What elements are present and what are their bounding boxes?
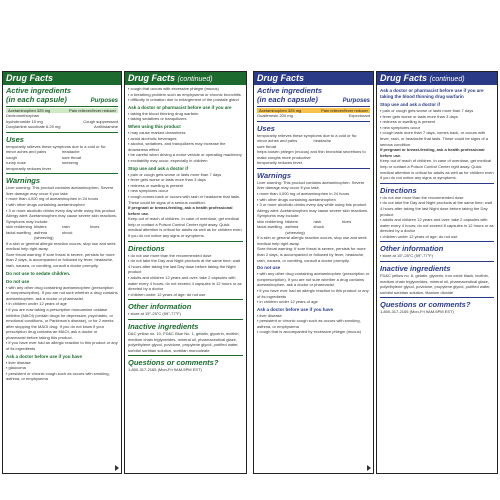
active-ingredients-title: Active ingredients [6,86,72,95]
list-item: ▪ if you have ever had an allergic reaction to this product or any of its ingredients [257,287,369,299]
purposes-label: Purposes [342,98,370,104]
list-item: ▪ may cause marked drowsiness [128,129,186,135]
inactive-ingredients-title: Inactive ingredients [128,322,199,331]
list-item: ▪ liver disease [6,359,31,365]
directions-title: Directions [380,185,417,195]
uses-list: minor aches and pains headache cough sore throat runny nose sneezing [6,149,82,166]
pregnancy-warning: If pregnant or breast-feeding, ask a health professional before use. [128,205,233,216]
sore-throat-warning: Sore throat warning: If sore throat is severe, persists for more than 2 days, is accompanied or followed by fever, headache, rash, nausea, or vomiting, consult a doctor promptly. [6,251,115,268]
inactive-ingredients-text: FD&C yellow no. 6, gelatin, glycerin, iron oxide black, lecithin, medium chain triglycerides, mineral oil, pharmaceutical glaze, polyethylene glycol, povidone, propylene glycol, purified water, sorbitol sorbitan solution, titanium dioxide [380,273,491,295]
when-using-title: When using this product [128,123,181,129]
continue-arrow-icon [367,465,371,471]
inactive-ingredients-title: Inactive ingredients [380,264,451,274]
ask-pharmacist-title: Ask a doctor or pharmacist before use if you are [128,104,232,110]
list-item: ▪ if you are now taking a prescription monoamine oxidase inhibitor (MAOI) (certain drugs for depression, psychiatric, or emotional conditions, or Parkinson's disease), or for 2 weeks after stopping the MAOI drug. If you do not know if your prescription drug contains an MAOI, ask a doctor or pharmacist before taking this product. [6,306,114,340]
list-item: ▪ children under 12 years of age: do not use [380,233,458,239]
list-item: ▪ more than 4,000 mg of acetaminophen in 24 hours [6,196,99,202]
drug-facts-panel-day-1 [2,71,122,474]
ingredient-row: Acetaminophen 325 mg Pain reliever/fever reducer [8,108,116,113]
list-item: ▪ fever gets worse or lasts more than 3 days [128,177,206,183]
uses-title: Uses [257,123,275,133]
ingredient-row: hydrobromide 10 mg Cough suppressant [6,118,118,124]
do-not-use-title: Do not use [6,278,30,284]
other-info-title: Other information [380,244,444,254]
list-item: ▪ be careful when driving a motor vehicle or operating machinery [128,152,242,158]
list-item: ▪ persistent or chronic cough such as occurs with smoking, asthma, or emphysema [257,318,361,329]
pregnancy-warning: If pregnant or breast-feeding, ask a health professional before use. [380,147,485,158]
list-item: ▪ adults and children 12 years and over: take 2 capsules with water every 4 hours; do not exceed 8 capsules in 12 hours or as directed by a doctor [380,217,494,234]
list-item: ▪ do not take the Day and Night products at the same time; wait 4 hours after taking the last Day dose before taking the Night product [128,258,240,275]
list-item: ▪ glaucoma [6,365,26,371]
panel-header: Drug Facts [254,72,373,85]
list-item: ▪ in children under 12 years of age [6,301,67,307]
purposes-label: Purposes [90,98,118,104]
list-item: ▪ liver disease [257,312,282,318]
do-not-use-title: Do not use [257,265,281,271]
list-item: ▪ more than 4,000 mg of acetaminophen in 24 hours [257,190,350,196]
list-item: ▪ store at 15°-25°C (59°-77°F) [128,311,181,317]
uses-tail: temporarily reduces fever [6,165,52,171]
uses-title: Uses [6,134,24,144]
list-item: ▪ children under 12 years of age: do not use [128,291,206,297]
liver-warning: Liver warning: This product contains acetaminophen. Severe liver damage may occur if you take [6,185,114,196]
ask-doctor-title: Ask a doctor before use if you have [257,306,334,312]
list-item: ▪ cough comes back or occurs with rash or headache that lasts. These could be signs of a serious condition. [128,193,241,205]
allergy-tail: If a skin or general allergic reaction occurs, stop use and seek medical help right away. [6,240,116,252]
list-item: ▪ store at 15°-25°C (59°-77°F) [380,253,433,259]
questions-title: Questions or comments? [128,358,219,368]
ingredient-name: Dextromethorphan [6,113,40,118]
allergy-alert: Allergy alert: Acetaminophen may cause severe skin reactions. Symptoms may include: [257,207,369,219]
allergy-tail: If a skin or general allergic reaction occurs, stop use and seek medical help right away. [257,235,367,246]
list-item: ▪ do not use more than the recommended dose [128,252,212,258]
uses-intro: temporarily relieves these symptoms due to a cold or flu: [257,132,358,138]
list-item: ▪ taking sedatives or tranquilizers [128,116,187,122]
ingredient-row: Acetaminophen 325 mg Pain reliever/fever reducer [259,108,368,113]
list-item: ▪ new symptoms occur [380,124,421,130]
uses-tail: temporarily reduces fever [257,160,303,166]
warnings-title: Warnings [6,176,41,186]
active-ingredients-sub: (in each capsule) [6,95,67,104]
drug-facts-panel-night-2 [376,71,498,474]
panel-header: Drug Facts [3,72,121,85]
allergy-alert: Allergy alert: Acetaminophen may cause severe skin reactions. Symptoms may include: [6,213,118,224]
uses-intro: temporarily relieves these symptoms due to a cold or flu: [6,143,107,149]
directions-title: Directions [128,243,165,253]
list-item: ▪ difficulty in urination due to enlargement of the prostate gland [128,97,239,103]
keep-out-reach: Keep out of reach of children. In case of overdose, get medical help or contact a Poison Control Center right away. Quick medical attention is critical for adults as well as for children even if you do not notice any signs or symptoms. [128,216,242,239]
other-info-title: Other information [128,302,192,312]
list-item: ▪ new symptoms occur [128,188,169,194]
list-item: ▪ with any other drug containing acetaminophen (prescription or nonprescription). If you are not sure whether a drug contains acetaminophen, ask a doctor or pharmacist. [6,284,118,301]
drug-facts-panel-night-1 [253,71,374,474]
list-item: ▪ a breathing problem such as emphysema or chronic bronchitis [128,91,241,97]
uses-tail: helps loosen phlegm (mucus) and thin bronchial secretions to make coughs more productive [257,149,366,160]
allergy-list: skin reddening blisters rash hives facial swelling asthma (wheezing) shock [6,224,100,241]
questions-phone: 1-800-317-2165 (Mon-Fri 9AM-5PM EST) [380,309,454,315]
list-item: ▪ do not use more than the recommended dose [380,194,464,200]
uses-list: minor aches and pains headache sore throat [257,138,332,149]
panel-header: Drug Facts (continued) [125,72,246,85]
ask-pharmacist-title: Ask a doctor or pharmacist before use if you are taking the blood thinning drug warfarin [380,88,484,99]
stop-use-title: Stop use and ask a doctor if [128,165,189,171]
list-item: ▪ avoid alcoholic beverages [128,135,177,141]
ingredient-row: Guaifenesin 200 mg Expectorant [257,113,370,118]
list-item: ▪ with other drugs containing acetaminophen [257,196,336,202]
list-item: ▪ redness or swelling is present [128,182,184,188]
sore-throat-warning: Sore throat warning: If sore throat is severe, persists for more than 2 days, is accompanied or followed by fever, headache, rash, nausea, or vomiting, consult a doctor promptly. [257,246,366,263]
liver-warning: Liver warning: This product contains acetaminophen. Severe liver damage may occur if you take [257,179,365,191]
sedate-warning: Do not use to sedate children. [6,270,71,276]
list-item: ▪ 3 or more alcoholic drinks every day while using this product [257,202,367,208]
questions-phone: 1-800-317-2165 (Mon-Fri 9AM-5PM EST) [128,367,202,373]
list-item: ▪ adults and children 12 years and over: take 2 capsules with water every 4 hours; do not exceed 4 capsules in 12 hours or as directed by a doctor [128,275,242,292]
list-item: ▪ alcohol, sedatives, and tranquilizers may increase the drowsiness effect [128,141,226,152]
list-item: ▪ with other drugs containing acetaminophen [6,201,85,207]
list-item: ▪ taking the blood thinning drug warfarin [128,110,199,116]
list-item: ▪ in children under 12 years of age [257,299,318,305]
list-item: ▪ if you have ever had an allergic reaction to this product or any of its ingredients [6,340,118,352]
questions-title: Questions or comments? [380,300,471,310]
list-item: ▪ pain or cough gets worse or lasts more than 7 days [128,171,222,177]
ask-doctor-title: Ask a doctor before use if you have [6,353,83,359]
active-ingredients-title: Active ingredients [257,86,323,95]
warnings-title: Warnings [257,170,292,180]
ingredient-row: Doxylamine succinate 6.25 mg Antihistamine [6,124,118,130]
active-ingredients-sub: (in each capsule) [257,95,318,104]
list-item: ▪ excitability may occur, especially in children [128,157,208,163]
list-item: ▪ cough that is accompanied by excessive phlegm (mucus) [257,329,361,335]
panel-header: Drug Facts (continued) [377,72,497,85]
drug-facts-panel-day-2 [124,71,247,474]
list-item: ▪ cough that occurs with excessive phlegm (mucus) [128,86,219,91]
list-item: ▪ pain or cough gets worse or lasts more than 7 days [380,108,474,113]
list-item: ▪ fever gets worse or lasts more than 3 days [380,113,458,119]
list-item: ▪ 3 or more alcoholic drinks every day while using this product [6,207,116,213]
list-item: ▪ persistent or chronic cough such as occurs with smoking, asthma, or emphysema [6,370,110,382]
list-item: ▪ with any other drug containing acetaminophen (prescription or nonprescription). If you are not sure whether a drug contains acetaminophen, ask a doctor or pharmacist. [257,271,370,288]
continue-arrow-icon [115,465,119,471]
list-item: ▪ redness or swelling is present [380,119,436,125]
inactive-ingredients-text: D&C yellow no. 10, FD&C Blue No. 1, gelatin, glycerin, lecithin, medium chain triglycerides, mineral oil, pharmaceutical glaze, polyethylene glycol, povidone, propylene glycol, purified water, sorbitol sorbitan solution, sorbitan monooleate [128,331,240,353]
keep-out-reach: Keep out of reach of children. In case of overdose, get medical help or contact a Poison Control Center right away. Quick medical attention is critical for adults as well as for children even if you do not notice any signs or symptoms. [380,158,494,181]
list-item: ▪ do not take the Day and Night products at the same time; wait 4 hours after taking the last Night dose before taking the Day product [380,200,492,217]
allergy-list: skin reddening blisters rash hives facial swelling asthma (wheezing) shock [257,218,352,235]
stop-use-title: Stop use and ask a doctor if [380,102,441,107]
list-item: ▪ cough lasts more than 7 days, comes back, or occurs with fever, rash, or headache that lasts. These could be signs of a serious condition. [380,130,488,147]
